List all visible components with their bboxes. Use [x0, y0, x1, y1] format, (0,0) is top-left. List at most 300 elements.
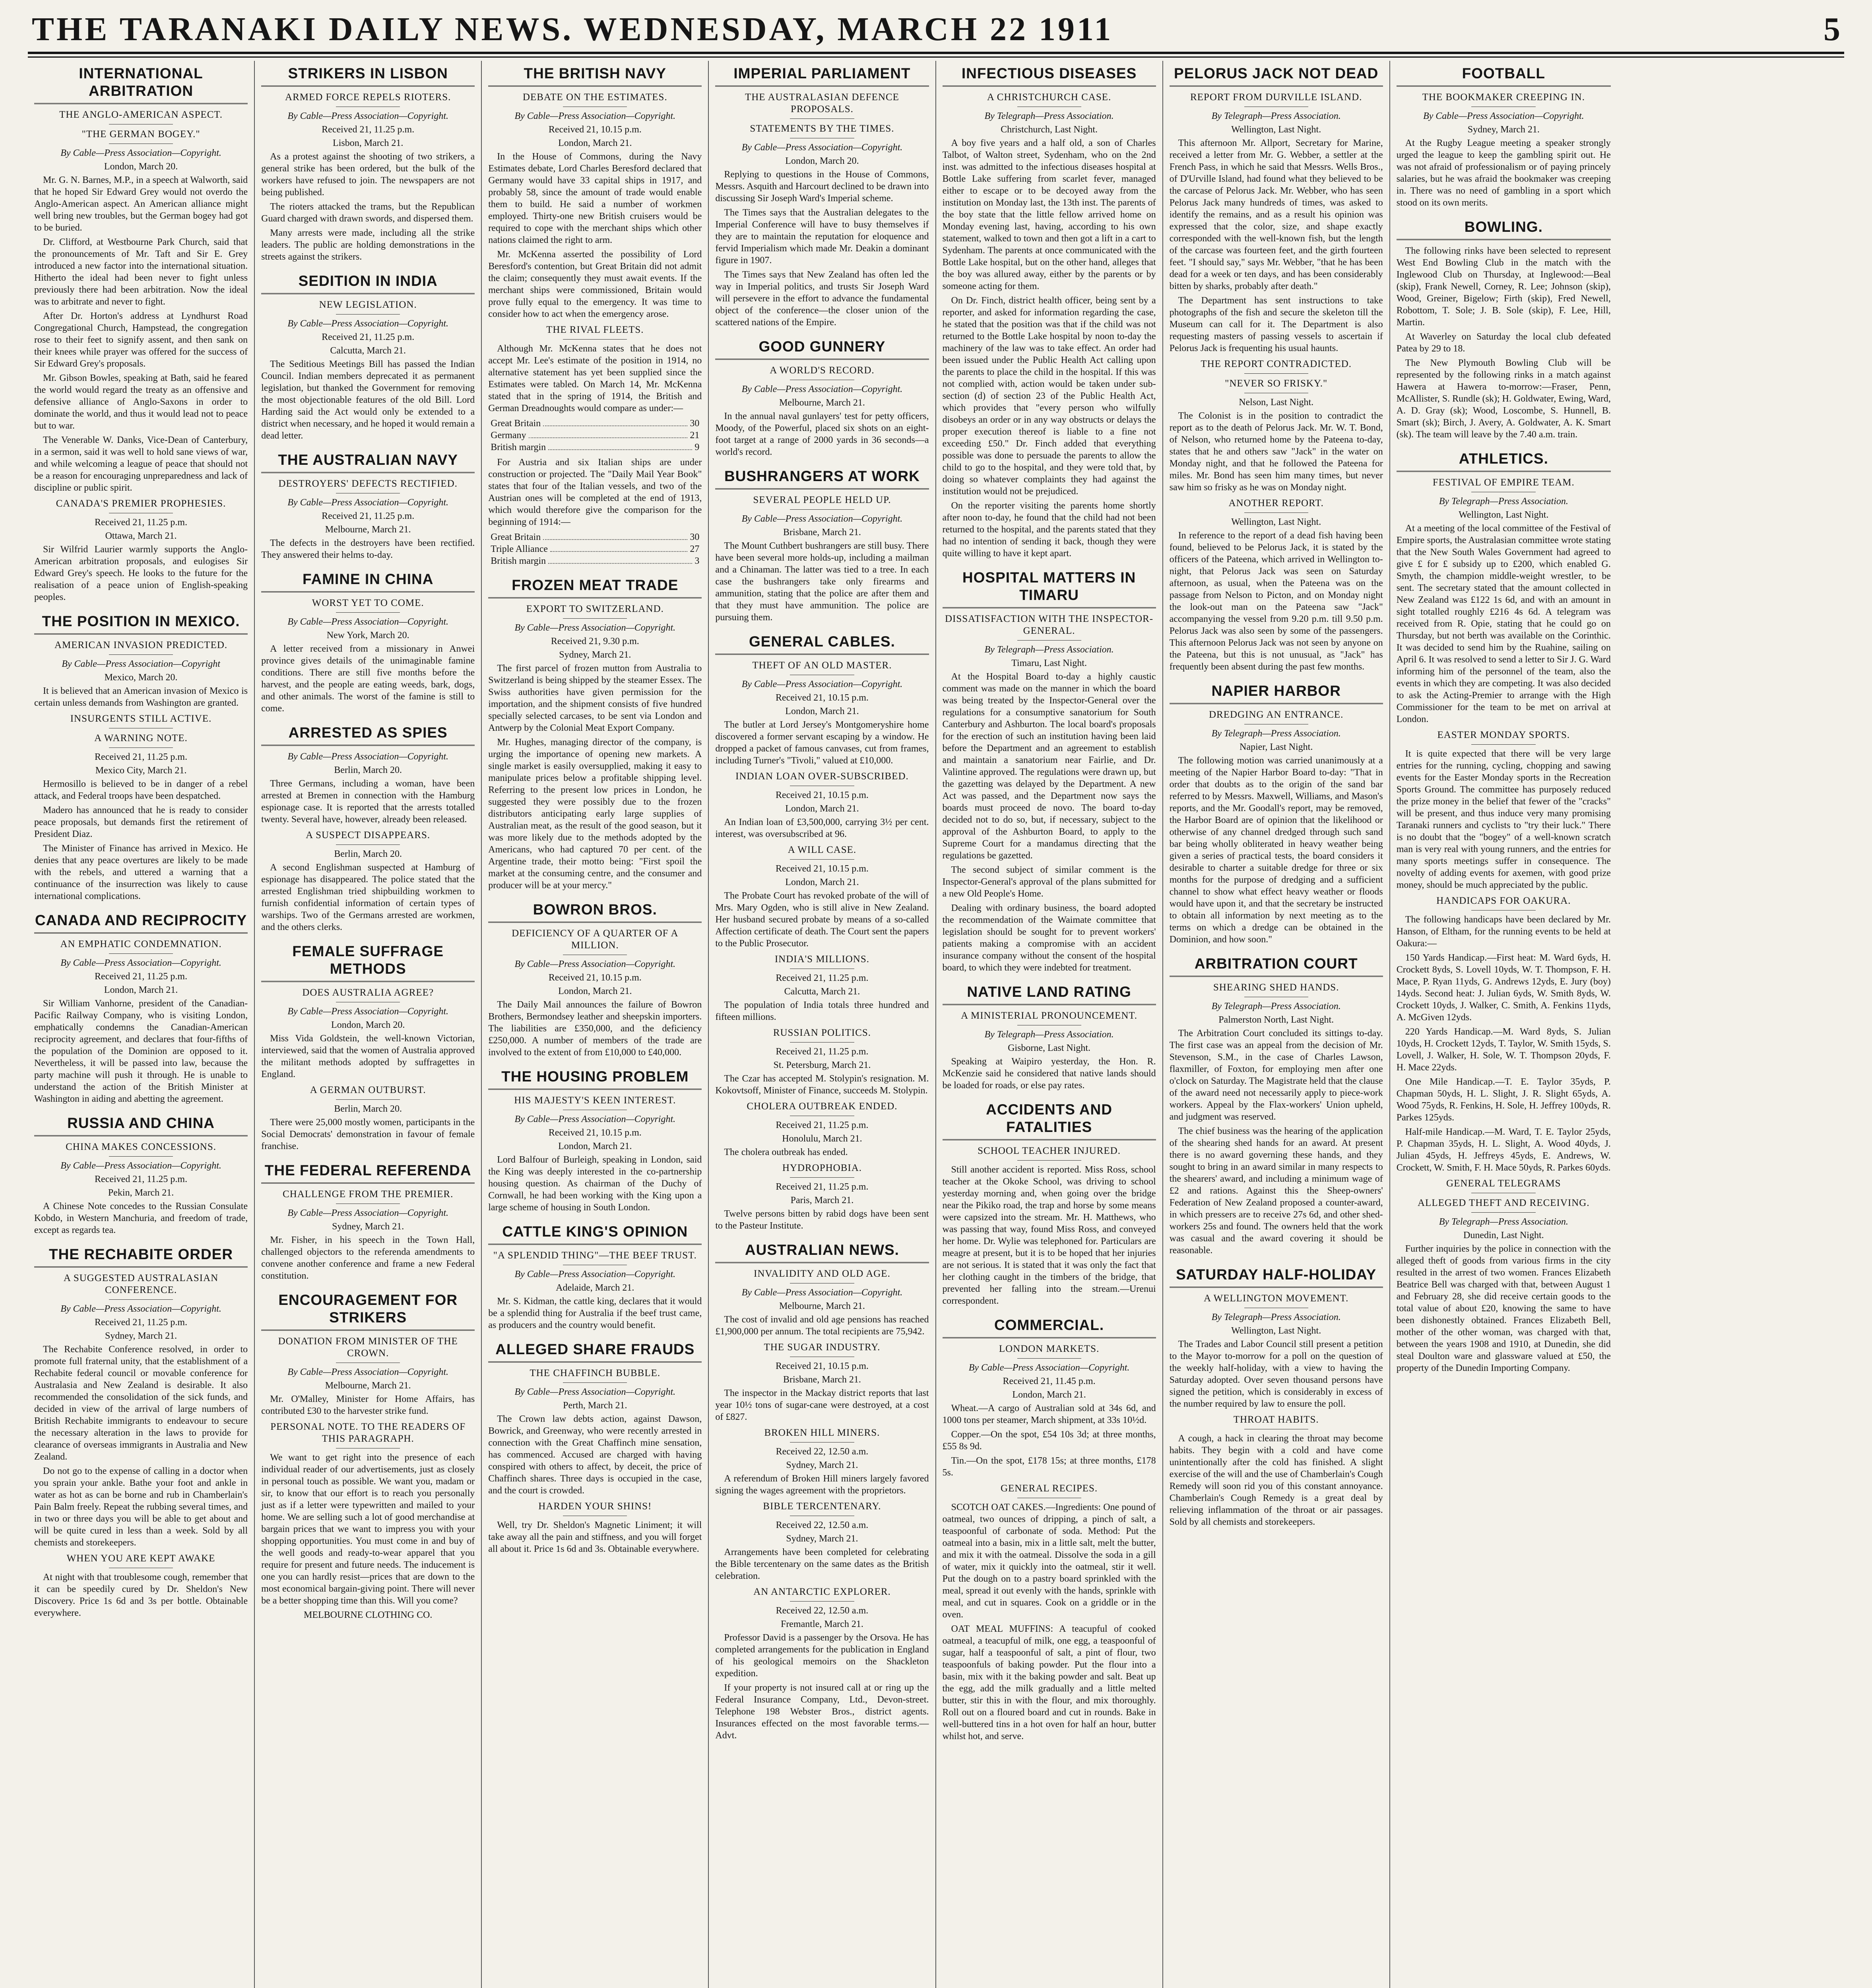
article-dateline: Pekin, March 21.	[108, 1188, 174, 1198]
article-byline: By Cable—Press Association—Copyright.	[287, 318, 449, 329]
article-subheading: CHOLERA OUTBREAK ENDED.	[715, 1101, 929, 1116]
article-subheading: THEFT OF AN OLD MASTER.	[715, 660, 929, 675]
article-paragraph: Speaking at Waipiro yesterday, the Hon. R. McKenzie said he considered that native lands should be loaded for roads, or else pay rates.	[942, 1056, 1156, 1091]
article-paragraph: The Trades and Labor Council still present a petition to the Mayor to-morrow for a poll on the question of the weekly half-holiday, with a view to having the Saturday adopted. Over seven thousand persons have signed the petition, which is considerably in excess of the number required by law to ensure the poll.	[1169, 1339, 1383, 1409]
article-subheading: NEW LEGISLATION.	[261, 299, 475, 315]
article-paragraph: The New Plymouth Bowling Club will be represented by the following rinks in a match against Hawera at Hawera to-morrow:—Fraser, Penn, McAllister, S. Rundle (sk); H. Goldwater, Ewing, Ward, A. D. Gray (sk); Wood, Loscombe, S. Hunnell, B. Smart (sk); Birch, J. Avery, A. Goldwater, A. K. Smart (sk). The team will leave by the 7.40 a.m. train.	[1396, 358, 1611, 440]
leader-dots	[529, 429, 688, 438]
article-paragraph: If your property is not insured call at or ring up the Federal Insurance Company, Ltd., Devon-street. Telephone 198 Webster Bros., district agents. Insurances effected on the most favorable terms.—Advt.	[715, 1683, 929, 1741]
article-paragraph: Half-mile Handicap.—M. Ward, T. E. Taylor 25yds, P. Chapman 35yds, H. L. Slight, A. Wood 40yds, J. Julian 45yds, H. Jeffreys 45yds, E. Andrews, W. Crockett, W. Smith, F. H. Mace 50yds, R. Parkes 60yds.	[1396, 1127, 1611, 1173]
article-paragraph: The Probate Court has revoked probate of the will of Mrs. Mary Ogden, who is still alive in New Zealand. Her husband secured probate by means of a so-called Affection certificate of death. The Court sent the papers to the Public Prosecutor.	[715, 891, 929, 949]
article-paragraph: In the annual naval gunlayers' test for petty officers, Moody, of the Powerful, placed six shots on an eight-foot target at a range of 2000 yards in 36 seconds—a world's record.	[715, 411, 929, 457]
article-headline: GOOD GUNNERY	[715, 336, 929, 360]
article-subheading: ARMED FORCE REPELS RIOTERS.	[261, 91, 475, 107]
article-headline: RUSSIA AND CHINA	[34, 1112, 248, 1136]
article-subheading: DOES AUSTRALIA AGREE?	[261, 987, 475, 1002]
article-headline: NATIVE LAND RATING	[943, 981, 1156, 1005]
article-dateline: Gisborne, Last Night.	[1008, 1043, 1091, 1053]
article-headline: INFECTIOUS DISEASES	[943, 62, 1156, 87]
table-value: 30	[690, 532, 700, 542]
article-subheading: A CHRISTCHURCH CASE.	[943, 91, 1156, 107]
news-column	[1390, 61, 1617, 1988]
article-paragraph: The defects in the destroyers have been rectified. They answered their helms to-day.	[261, 538, 475, 560]
article-paragraph: In the House of Commons, during the Navy Estimates debate, Lord Charles Beresford declared that Germany would have 33 capital ships in 1917, and probably 58, since the amount of trade would enable them to build. He said a number of workmen employed. Thirty-one new British cruisers would be required to cope with the merchant ships which other nations claimed the right to arm.	[488, 151, 702, 245]
article-dateline: London, March 21.	[558, 1141, 632, 1151]
article-headline: GENERAL CABLES.	[715, 631, 929, 655]
article-paragraph: The Times says that New Zealand has often led the way in Imperial politics, and trusts Sir Joseph Ward will persevere in the effort to advance the fundamental object of the conference—the closer union of the scattered nations of the Empire.	[715, 270, 929, 328]
article-paragraph: The Venerable W. Danks, Vice-Dean of Canterbury, in a sermon, said it was well to hold sane views of war, and while welcoming a league of peace that should not be a reason for encouraging unpreparedness and lack of discipline or public spirit.	[34, 435, 248, 493]
article-dateline: Brisbane, March 21.	[783, 1375, 861, 1385]
article-dateline: Received 21, 11.25 p.m.	[322, 332, 415, 342]
article-dateline: Received 21, 11.25 p.m.	[776, 973, 869, 983]
article-dateline: Mexico City, March 21.	[95, 765, 187, 776]
article-subheading: AN EMPHATIC CONDEMNATION.	[34, 938, 248, 954]
article-subheading: THE ANGLO-AMERICAN ASPECT.	[34, 109, 248, 124]
article-subheading: HIS MAJESTY'S KEEN INTEREST.	[488, 1095, 702, 1110]
figures-table	[491, 531, 699, 567]
article-dateline: London, March 21.	[785, 706, 859, 716]
article-paragraph: Replying to questions in the House of Commons, Messrs. Asquith and Harcourt declined to be drawn into discussing Sir Joseph Ward's Imperial scheme.	[715, 169, 929, 204]
article-headline: THE FEDERAL REFERENDA	[261, 1159, 475, 1184]
article-dateline: London, March 21.	[785, 804, 859, 814]
article-paragraph: At night with that troublesome cough, remember that it can be speedily cured by Dr. Sheldon's New Discovery. Price 1s 6d and 3s per bottle. Obtainable everywhere.	[34, 1572, 248, 1618]
article-paragraph: The cost of invalid and old age pensions has reached £1,900,000 per annum. The total recipients are 75,942.	[715, 1314, 929, 1337]
article-dateline: London, March 21.	[1012, 1390, 1086, 1400]
article-paragraph: The Rechabite Conference resolved, in order to promote full fraternal unity, that the establishment of a Rechabite federal council or movable conference for Australasia and New Zealand is desirable. It also recommended the consolidation of the sick funds, and decided in view of the arrival of large numbers of British Rechabite immigrants to endeavour to secure the necessary alteration in the laws to provide for clearance of overseas immigrants in Australia and New Zealand.	[34, 1344, 248, 1462]
masthead-rule	[28, 56, 1844, 58]
article-headline: ACCIDENTS AND FATALITIES	[943, 1099, 1156, 1140]
article-byline: By Cable—Press Association—Copyright.	[287, 751, 449, 762]
article-byline: By Cable—Press Association—Copyright.	[514, 1269, 676, 1279]
article-subheading: "NEVER SO FRISKY."	[1170, 378, 1383, 393]
news-column	[255, 61, 482, 1988]
article-dateline: Christchurch, Last Night.	[1001, 124, 1098, 135]
article-paragraph: The rioters attacked the trams, but the Republican Guard charged with drawn swords, and dispersed them.	[261, 202, 475, 224]
article-dateline: Received 21, 10.15 p.m.	[548, 1128, 642, 1138]
article-paragraph: Mr. Gibson Bowles, speaking at Bath, said he feared the world would regard the treaty as an offensive and defensive alliance of Anglo-Saxons in order to dominate the world, and thus it would lead not to peace but to war.	[34, 373, 248, 431]
article-byline: By Telegraph—Press Association.	[984, 1029, 1114, 1040]
article-subheading: HARDEN YOUR SHINS!	[488, 1501, 702, 1516]
article-subheading: SCHOOL TEACHER INJURED.	[943, 1145, 1156, 1161]
article-paragraph: 150 Yards Handicap.—First heat: M. Ward 6yds, H. Crockett 8yds, S. Lovell 10yds, W. T. Thompson, F. H. Mace, P. Ryan 11yds, G. Andrews 12yds, E. Jury (boy) 14yds. Second heat: J. Julian 6yds, W. Smith 8yds, W. Crockett 10yds, J. Walker, C. Smith, A. Fenkins 11yds, A. McGiven 12yds.	[1396, 953, 1611, 1023]
article-paragraph: A Chinese Note concedes to the Russian Consulate Kobdo, in Western Manchuria, and freedom of trade, except as regards tea.	[34, 1201, 248, 1235]
article-paragraph: Tin.—On the spot, £178 15s; at three months, £178 5s.	[942, 1456, 1156, 1478]
article-paragraph: The Times says that the Australian delegates to the Imperial Conference will have to busy themselves if they are to maintain the reputation for eloquence and fervid Imperialism which made Mr. Deakin a dominant figure in 1907.	[715, 208, 929, 266]
news-column	[28, 61, 255, 1988]
article-byline: By Telegraph—Press Association.	[1211, 111, 1341, 121]
table-label: Great Britain	[491, 418, 541, 429]
article-subheading: AMERICAN INVASION PREDICTED.	[34, 639, 248, 655]
article-paragraph: OAT MEAL MUFFINS: A teacupful of cooked oatmeal, a teacupful of milk, one egg, a teaspoonful of sugar, half a teaspoonful of salt, a pint of flour, two teaspoonfuls of baking powder. Put the flour into a basin, mix with it the baking powder and salt. Beat up the egg, add the milk gradually and a little melted butter, stir this in with the flour, and mix thoroughly. Roll out on a floured board and cut in rounds. Bake in well-buttered tins in a hot oven for half an hour, butter whilst hot, and serve.	[942, 1624, 1156, 1741]
article-paragraph: Madero has announced that he is ready to consider peace proposals, but demands first the retirement of President Diaz.	[34, 805, 248, 839]
article-headline: COMMERCIAL.	[943, 1314, 1156, 1338]
article-subheading: A WORLD'S RECORD.	[715, 365, 929, 380]
article-paragraph: The second subject of similar comment is the Inspector-General's approval of the plans submitted for a new Old People's Home.	[942, 865, 1156, 899]
article-dateline: St. Petersburg, March 21.	[773, 1060, 871, 1070]
article-dateline: Berlin, March 20.	[334, 849, 402, 859]
article-paragraph: A referendum of Broken Hill miners largely favored signing the wages agreement with the proprietors.	[715, 1474, 929, 1496]
article-headline: IMPERIAL PARLIAMENT	[715, 62, 929, 87]
article-paragraph: The Czar has accepted M. Stolypin's resignation. M. Kokovtsoff, Minister of Finance, succeeds M. Stolypin.	[715, 1074, 929, 1096]
news-column	[936, 61, 1163, 1988]
article-headline: SATURDAY HALF-HOLIDAY	[1170, 1264, 1383, 1288]
article-subheading: STATEMENTS BY THE TIMES.	[715, 123, 929, 138]
article-paragraph: Do not go to the expense of calling in a doctor when you sprain your ankle. Bathe your foot and ankle in water as hot as can be borne and rub in Chamberlain's Pain Balm freely. Repeat the rubbing several times, and in two or three days you will be able to get about and will be quite cured in less than a week. Sold by all chemists and storekeepers.	[34, 1466, 248, 1548]
article-paragraph: It is quite expected that there will be very large entries for the running, cycling, chopping and sawing events for the Easter Monday sports in the Recreation Sports Ground. The committee has purposely reduced the prize money in the belief that fewer of the "cracks" will be present, and thus induce very many promising Taranaki runners and cyclists to "try their luck." There is no doubt that the "bogey" of a well-known scratch man is very real with young runners, and the entries for many sports meetings suffer in consequence. The novelty of adding events for axemen, with good prize money, should be much appreciated by the public.	[1396, 749, 1611, 890]
article-headline: BOWRON BROS.	[488, 899, 702, 923]
article-subheading: LONDON MARKETS.	[943, 1343, 1156, 1359]
article-subheading: RUSSIAN POLITICS.	[715, 1027, 929, 1043]
article-paragraph: A letter received from a missionary in Anwei province gives details of the unimaginable famine conditions. There are still five months before the harvest, and the people are eating weeds, bark, dogs, and other animals. The worst of the famine is still to come.	[261, 644, 475, 714]
article-paragraph: Professor David is a passenger by the Orsova. He has completed arrangements for the publication in England of his geological memoirs on the Shackleton expedition.	[715, 1633, 929, 1679]
article-paragraph: The chief business was the hearing of the application of the shearing shed hands for an award. At present there is no award governing these hands, and they sought to bring in an award similar in many respects to the shearers' award, and including a minimum wage of £2 and rations. Against this the Sheep-owners' Federation of New Zealand proposed a counter-award, in which pressers are to receive 27s 6d, and other shed-workers 25s and found. The owners held that the work was casual and the award covering it should be reasonable.	[1169, 1126, 1383, 1256]
news-column	[482, 61, 709, 1988]
article-subheading: BROKEN HILL MINERS.	[715, 1427, 929, 1442]
article-subheading: A WILL CASE.	[715, 844, 929, 860]
article-subheading: DEFICIENCY OF A QUARTER OF A MILLION.	[488, 928, 702, 955]
article-subheading: ANOTHER REPORT.	[1170, 497, 1383, 513]
article-dateline: Ottawa, March 21.	[105, 531, 177, 541]
article-paragraph: It is believed that an American invasion of Mexico is certain unless demands from Washington are granted.	[34, 686, 248, 708]
article-headline: THE POSITION IN MEXICO.	[34, 610, 248, 635]
table-label: Germany	[491, 430, 526, 441]
article-subheading: THROAT HABITS.	[1170, 1414, 1383, 1429]
article-dateline: Wellington, Last Night.	[1231, 1326, 1321, 1336]
leader-dots	[548, 441, 692, 450]
article-subheading: A GERMAN OUTBURST.	[261, 1084, 475, 1100]
article-subheading: HYDROPHOBIA.	[715, 1162, 929, 1178]
article-dateline: London, March 21.	[558, 986, 632, 996]
article-byline: By Cable—Press Association—Copyright	[62, 659, 220, 669]
article-dateline: Received 21, 11.25 p.m.	[322, 511, 415, 521]
article-subheading: FESTIVAL OF EMPIRE TEAM.	[1397, 477, 1611, 492]
article-subheading: SHEARING SHED HANDS.	[1170, 982, 1383, 997]
article-paragraph: Although Mr. McKenna states that he does not accept Mr. Lee's estimate of the position in 1914, no alternative statement has yet been supplied since the Estimates were tabled. On March 14, Mr. McKenna stated that in the spring of 1914, the British and German Dreadnoughts would compare as under:—	[488, 344, 702, 414]
article-paragraph: Wheat.—A cargo of Australian sold at 34s 6d, and 1000 tons per steamer, March shipment, at 33s 10½d.	[942, 1403, 1156, 1425]
article-subheading: A WELLINGTON MOVEMENT.	[1170, 1293, 1383, 1308]
table-row	[491, 417, 699, 429]
leader-dots	[543, 417, 687, 426]
table-value: 21	[690, 430, 700, 441]
article-paragraph: Well, try Dr. Sheldon's Magnetic Liniment; it will take away all the pain and stiffness, and you will forget all about it. Price 1s 6d and 3s. Obtainable everywhere.	[488, 1520, 702, 1554]
article-paragraph: Mr. S. Kidman, the cattle king, declares that it would be a splendid thing for Australia if the beef trust came, as producers and the country would benefit.	[488, 1296, 702, 1330]
article-paragraph: This afternoon Mr. Allport, Secretary for Marine, received a letter from Mr. G. Webber, a settler at the French Pass, in which he said that Messrs. Wells Bros., of D'Urville Island, had found what they believed to be the carcase of Pelorus Jack. Mr. Webber, who has seen Pelorus Jack many hundreds of times, was asked to identify the remains, and as a result his opinion was expressed that the color, size, and shape exactly corresponded with the well-known fish, but the length of the carcase was fourteen feet, and the girth fourteen feet. "I should say," says Mr. Webber, "that he has been dead for a week or ten days, and has been considerably bitten by sharks, probably after death."	[1169, 138, 1383, 291]
news-column	[1163, 61, 1390, 1988]
article-dateline: Brisbane, March 21.	[783, 527, 861, 538]
article-paragraph: The Seditious Meetings Bill has passed the Indian Council. Indian members deprecated it as permanent legislation, but thanked the Government for removing the most objectionable features of the old Bill. Lord Harding said the Act would only be extended to a district when necessary, and he hoped it would remain a dead letter.	[261, 359, 475, 441]
leader-dots	[548, 555, 692, 564]
article-dateline: Received 22, 12.50 a.m.	[776, 1606, 869, 1616]
article-subheading: INDIA'S MILLIONS.	[715, 953, 929, 969]
article-paragraph: The cholera outbreak has ended.	[724, 1147, 848, 1157]
article-headline: CANADA AND RECIPROCITY	[34, 909, 248, 934]
table-value: 30	[690, 418, 700, 429]
article-paragraph: Twelve persons bitten by rabid dogs have been sent to the Pasteur Institute.	[715, 1209, 929, 1231]
article-subheading: A MINISTERIAL PRONOUNCEMENT.	[943, 1010, 1156, 1025]
article-dateline: Received 21, 11.25 p.m.	[776, 1046, 869, 1057]
article-dateline: New York, March 20.	[326, 630, 409, 641]
article-byline: By Cable—Press Association—Copyright.	[514, 959, 676, 969]
article-subheading: A SUSPECT DISAPPEARS.	[261, 829, 475, 845]
article-byline: By Cable—Press Association—Copyright.	[60, 958, 221, 968]
article-dateline: London, March 20.	[331, 1020, 405, 1030]
article-byline: By Cable—Press Association—Copyright.	[514, 1387, 676, 1397]
article-paragraph: At a meeting of the local committee of the Festival of Empire sports, the Australasian committee wrote stating that the New South Wales Government had agreed to give £ for £ subsidy up to £200, which enabled G. Smyth, the champion middle-weight wrestler, to be sent. The secretary stated that the amount collected in New Zealand was £122 1s 6d, and with an amount in sight totalled roughly £216 4s 6d. A telegram was received from R. Opie, stating that he could go on Thursday, but not berth was available on the Corinthic. It was decided to send him by the Ruahine, sailing on April 6. It was resolved to send a letter to Sir J. G. Ward informing him of the personnel of the team, also the events in which they are competing. It was also decided to ask the Acting-Premier to arrange with the High Commissioner for the team to be met on arrival at London.	[1396, 523, 1611, 724]
article-dateline: Received 21, 11.25 p.m.	[95, 517, 188, 528]
article-paragraph: The following handicaps have been declared by Mr. Hanson, of Eltham, for the running events to be held at Oakura:—	[1396, 914, 1611, 949]
article-paragraph: The Colonist is in the position to contradict the report as to the death of Pelorus Jack. Mr. W. T. Bond, of Nelson, who returned home by the Pateena to-day, states that he and others saw "Jack" in the water on Monday night, and that he followed the Pateena for miles. Mr. Bond has seen him many times, but never saw him so frisky as he was on Monday night.	[1169, 411, 1383, 493]
article-paragraph: Mr. McKenna asserted the possibility of Lord Beresford's contention, but Great Britain did not admit the claim; consequently they must await events. If the merchant ships were commissioned, Britain would prove fully equal to the emergency. It was time to consider how to act when the emergency arose.	[488, 249, 702, 319]
article-paragraph: Further inquiries by the police in connection with the alleged theft of goods from various firms in the city resulted in the arrest of two women. Frances Elizabeth Beatrice Bell was charged with that, between August 1 and February 28, she did receive certain goods to the total value of about £20, knowing the same to have been dishonestly obtained. Frances Elizabeth Bell, mother of the other woman, was charged with that, between the years 1908 and 1910, at Dunedin, she did steal Doulton ware and glassware valued at £50, the property of the Dunedin Importing Company.	[1396, 1244, 1611, 1373]
article-headline: FROZEN MEAT TRADE	[488, 574, 702, 598]
article-headline: INTERNATIONAL ARBITRATION	[34, 62, 248, 104]
article-paragraph: Dr. Clifford, at Westbourne Park Church, said that the pronouncements of Mr. Taft and Sir E. Grey introduced a new factor into the international situation. Hitherto the ideal had been never to fight unless previously there had been arbitration. Now the ideal was to arbitrate and never to fight.	[34, 237, 248, 307]
table-label: British margin	[491, 442, 546, 452]
article-subheading: CHALLENGE FROM THE PREMIER.	[261, 1188, 475, 1204]
article-dateline: Received 21, 10.15 p.m.	[775, 1361, 869, 1371]
article-paragraph: Sir William Vanhorne, president of the Canadian-Pacific Railway Company, who is visiting London, emphatically condemns the Canadian-American reciprocity agreement, and declares that four-fifths of the population of the Dominion are opposed to it. Nevertheless, it will be passed into law, because the party machine will push it through. He is unable to understand the action of the British Minister at Washington in aiding and abetting the agreement.	[34, 998, 248, 1104]
article-headline: PELORUS JACK NOT DEAD	[1170, 62, 1383, 87]
article-paragraph: The Mount Cuthbert bushrangers are still busy. There have been several more holds-up, including a mailman and a Chinaman. The latter was tied to a tree. In each case the bushrangers take only firearms and ammunition, stating that the police are after them and that they must have ammunition. The police are pursuing them.	[715, 541, 929, 623]
article-subheading: GENERAL RECIPES.	[943, 1483, 1156, 1498]
article-dateline: Received 21, 11.25 p.m.	[95, 1317, 188, 1328]
article-paragraph: Mr. Hughes, managing director of the company, is urging the importance of opening new markets. A single market is easily oversupplied, making it easy to manipulate prices below a profitable shipping level. Referring to the present low prices in London, he suggested they were possibly due to the frozen distributors anticipating early large supplies of Australian meat, as the result of the good season, but it was more likely due to the methods adopted by the Americans, who had captured 70 per cent. of the Argentine trade, their motto being: "First spoil the market at the consuming centre, and the consumer and producer will be at your mercy."	[488, 737, 702, 891]
article-dateline: Palmerston North, Last Night.	[1218, 1015, 1334, 1025]
article-dateline: Sydney, March 21.	[786, 1460, 858, 1470]
article-dateline: Received 21, 11.25 p.m.	[95, 971, 188, 982]
article-headline: STRIKERS IN LISBON	[261, 62, 475, 87]
article-dateline: London, March 20.	[104, 161, 178, 172]
article-dateline: Honolulu, March 21.	[782, 1134, 862, 1144]
article-dateline: Sydney, March 21.	[332, 1221, 404, 1232]
page-number: 5	[1824, 11, 1840, 48]
article-byline: By Cable—Press Association—Copyright.	[514, 111, 676, 121]
article-dateline: Received 22, 12.50 a.m.	[776, 1520, 869, 1530]
article-subheading: THE SUGAR INDUSTRY.	[715, 1342, 929, 1357]
article-byline: By Cable—Press Association—Copyright.	[968, 1363, 1130, 1373]
article-subheading: SEVERAL PEOPLE HELD UP.	[715, 494, 929, 510]
article-subheading: AN ANTARCTIC EXPLORER.	[715, 1586, 929, 1602]
article-byline: By Cable—Press Association—Copyright.	[741, 514, 903, 524]
article-subheading: DEBATE ON THE ESTIMATES.	[488, 91, 702, 107]
article-paragraph: Three Germans, including a woman, have been arrested at Bremen in connection with the Hamburg espionage case. It is reported that the arrests totalled twenty. Several have, however, already been released.	[261, 779, 475, 825]
article-paragraph: The Daily Mail announces the failure of Bowron Brothers, Bermondsey leather and sheepskin importers. The liabilities are £350,000, and the deficiency £250,000. A number of members of the trade are involved to the extent of from £10,000 to £40,000.	[488, 1000, 702, 1058]
article-dateline: Wellington, Last Night.	[1231, 517, 1321, 527]
table-label: Great Britain	[491, 532, 541, 542]
article-subheading: EASTER MONDAY SPORTS.	[1397, 729, 1611, 745]
article-dateline: Calcutta, March 21.	[784, 986, 860, 997]
article-byline: By Telegraph—Press Association.	[984, 111, 1114, 121]
article-headline: NAPIER HARBOR	[1170, 680, 1383, 704]
article-dateline: Berlin, March 20.	[334, 1104, 402, 1114]
article-paragraph: One Mile Handicap.—T. E. Taylor 35yds, P. Chapman 50yds, H. L. Slight, J. R. Slight 65yds, A. Wood 75yds, R. Fenkins, H. Sole, H. Jeffrey 100yds, R. Parkes 125yds.	[1396, 1077, 1611, 1123]
article-headline: FEMALE SUFFRAGE METHODS	[261, 940, 475, 982]
article-byline: By Cable—Press Association—Copyright.	[741, 1287, 903, 1298]
article-paragraph: A boy five years and a half old, a son of Charles Talbot, of Walton street, Sydenham, who on the 2nd inst. was admitted to the infectious diseases hospital at Bottle Lake suffering from scarlet fever, managed either to escape or to be decoyed away from the institution on Monday last, the 13th inst. The parents of the boy state that the little fellow arrived home on Monday evening last, having, according to his own statement, walked to town and then got a lift in a cart to Sydenham. The parents at once communicated with the Bottle Lake hospital, but on the other hand, alleges that the boy was allured away, either by the parents or by someone acting for them.	[942, 138, 1156, 291]
article-headline: THE BRITISH NAVY	[488, 62, 702, 87]
article-headline: THE RECHABITE ORDER	[34, 1243, 248, 1268]
article-subheading: EXPORT TO SWITZERLAND.	[488, 603, 702, 619]
article-dateline: Sydney, March 21.	[1467, 124, 1540, 135]
figures-table	[491, 417, 699, 453]
article-paragraph: The following rinks have been selected to represent West End Bowling Club in the match with the Inglewood Club on Thursday, at Inglewood:—Beal (skip), Frank Newell, Corney, R. Lee; Johnson (skip), Wood, Greiner, Bigelow; Firth (skip), Fred Newell, Robottom, T. Sole; J. B. Sole (skip), F. Lee, Hill, Martin.	[1396, 246, 1611, 328]
article-dateline: Received 21, 11.25 p.m.	[776, 1120, 869, 1130]
article-dateline: Timaru, Last Night.	[1011, 658, 1087, 668]
article-paragraph: The following motion was carried unanimously at a meeting of the Napier Harbor Board to-day: "That in order that doubts as to the origin of the sand bar referred to by Messrs. Maxwell, Williams, and Mason's reports, and the Mr. Goodall's report, may be removed, the Harbor Board are of opinion that the likelihood or otherwise of any channel dredged through such sand bar being wholly obliterated in heavy weather being given a series of practical tests, the board considers it desirable to charter a suitable dredge for three or six months for the purpose of dredging and a sufficient channel to show what effect heavy weather or floods would have upon it, and that the secretary be instructed to obtain all information by next meeting as to the terms on which a dredge can be obtained in the Dominion, and how soon."	[1169, 755, 1383, 945]
table-row	[491, 531, 699, 543]
article-paragraph: Miss Vida Goldstein, the well-known Victorian, interviewed, said that the women of Australia approved the militant methods adopted by suffragettes in England.	[261, 1033, 475, 1079]
newspaper-title: THE TARANAKI DAILY NEWS. WEDNESDAY, MARCH 22 1911	[32, 11, 1114, 48]
article-dateline: Received 21, 10.15 p.m.	[548, 124, 642, 135]
article-dateline: Received 21, 9.30 p.m.	[551, 636, 639, 646]
article-headline: THE AUSTRALIAN NAVY	[261, 449, 475, 473]
article-byline: By Telegraph—Press Association.	[1439, 496, 1568, 507]
article-paragraph: After Dr. Horton's address at Lyndhurst Road Congregational Church, Hampstead, the congregation rose to their feet to signify assent, and then sank on their knees while prayer was offered for the success of Sir Edward Grey's proposals.	[34, 311, 248, 369]
article-paragraph: 220 Yards Handicap.—M. Ward 8yds, S. Julian 10yds, H. Crockett 12yds, T. Taylor, W. Smith 15yds, S. Lovell, J. Walker, H. Sole, W. T. Thompson 20yds, F. H. Mace 22yds.	[1396, 1027, 1611, 1073]
article-byline: By Cable—Press Association—Copyright.	[741, 679, 903, 689]
article-paragraph: On the reporter visiting the parents home shortly after noon to-day, he found that the child had not been returned to the hospital, and the parents stated that they had no intention of sending it back, though they were quite willing to have it kept apart.	[942, 501, 1156, 559]
article-subheading: INVALIDITY AND OLD AGE.	[715, 1268, 929, 1283]
article-subheading: PERSONAL NOTE. TO THE READERS OF THIS PARAGRAPH.	[261, 1421, 475, 1448]
article-paragraph: Mr. G. N. Barnes, M.P., in a speech at Walworth, said that he hoped Sir Edward Grey would not overdo the Anglo-American aspect. An American alliance might well bring new troubles, but the German bogey had got to be buried.	[34, 175, 248, 233]
article-dateline: Paris, March 21.	[790, 1195, 854, 1206]
article-dateline: Lisbon, March 21.	[333, 138, 403, 148]
article-dateline: London, March 20.	[785, 156, 859, 166]
article-dateline: Sydney, March 21.	[559, 650, 631, 660]
leader-dots	[550, 543, 687, 552]
article-dateline: Napier, Last Night.	[1240, 742, 1313, 752]
article-subheading: THE RIVAL FLEETS.	[488, 324, 702, 340]
article-dateline: Mexico, March 20.	[104, 672, 178, 683]
article-paragraph: The inspector in the Mackay district reports that last year 10½ tons of sugar-cane were destroyed, at a cost of £827.	[715, 1388, 929, 1422]
article-headline: ARRESTED AS SPIES	[261, 722, 475, 746]
article-subheading: DREDGING AN ENTRANCE.	[1170, 709, 1383, 724]
article-dateline: Melbourne, March 21.	[325, 1380, 411, 1391]
article-dateline: Wellington, Last Night.	[1231, 124, 1321, 135]
table-value: 3	[694, 556, 700, 566]
article-dateline: MELBOURNE CLOTHING CO.	[304, 1610, 433, 1620]
article-paragraph: Many arrests were made, including all the strike leaders. The public are holding demonstrations in the streets against the strikers.	[261, 228, 475, 262]
article-paragraph: In reference to the report of a dead fish having been found, believed to be Pelorus Jack, it is stated by the officers of the Pateena, which arrived in Wellington to-night, that Pelorus Jack was seen on Saturday afternoon, as usual, when the Pateena was on the passage from Nelson to Picton, and on Monday night the look-out man on the Pateena saw "Jack" accompanying the vessel from 9.20 p.m. till 9.50 p.m. Pelorus Jack was also seen by some of the passengers. This afternoon Pelorus Jack was not seen by anyone on the Pateena, but this is not unusual, as "Jack" has frequently been absent during the past few months.	[1169, 530, 1383, 672]
article-paragraph: The Department has sent instructions to take photographs of the fish and secure the skeleton till the Museum can call for it. The Department is also requesting masters of passing vessels to ascertain if Pelorus Jack is frequenting his usual haunts.	[1169, 295, 1383, 353]
table-label: British margin	[491, 556, 546, 566]
article-dateline: Adelaide, March 21.	[556, 1283, 634, 1293]
article-dateline: Received 21, 10.15 p.m.	[775, 693, 869, 703]
article-paragraph: Dealing with ordinary business, the board adopted the recommendation of the Waimate committee that legislation should be sought for to prevent workers' patients making a compromise with an accident insurance company without the consent of the hospital board, to which they were indebted for treatment.	[942, 903, 1156, 973]
article-dateline: Received 21, 11.25 p.m.	[776, 1182, 869, 1192]
article-headline: ARBITRATION COURT	[1170, 953, 1383, 977]
article-paragraph: Copper.—On the spot, £54 10s 3d; at three months, £55 8s 9d.	[942, 1429, 1156, 1452]
article-paragraph: The Minister of Finance has arrived in Mexico. He denies that any peace overtures are likely to be made with the rebels, and uttered a warning that a continuance of the insurrection was likely to cause international complications.	[34, 843, 248, 901]
article-headline: BUSHRANGERS AT WORK	[715, 465, 929, 489]
article-paragraph: At Waverley on Saturday the local club defeated Patea by 29 to 18.	[1396, 332, 1611, 354]
article-dateline: Received 21, 10.15 p.m.	[548, 973, 642, 983]
article-byline: By Telegraph—Press Association.	[984, 645, 1114, 655]
article-byline: By Cable—Press Association—Copyright.	[287, 1208, 449, 1218]
article-headline: FAMINE IN CHINA	[261, 568, 475, 592]
article-paragraph: The Arbitration Court concluded its sittings to-day. The first case was an appeal from the decision of Mr. Stevenson, S.M., in the case of Charles Lawson, flaxmiller, of Foxton, for employing men after one o'clock on Saturday. The Magistrate held that the clause of the award need not necessarily apply to piece-work workers. Appeal by the Flax-workers' Union upheld, and judgment was reserved.	[1169, 1028, 1383, 1122]
news-columns	[28, 61, 1844, 1988]
article-paragraph: The population of India totals three hundred and fifteen millions.	[715, 1000, 929, 1022]
article-subheading: "THE GERMAN BOGEY."	[34, 128, 248, 144]
article-subheading: GENERAL TELEGRAMS	[1397, 1178, 1611, 1193]
article-headline: ATHLETICS.	[1397, 448, 1611, 472]
article-byline: By Cable—Press Association—Copyright.	[514, 623, 676, 633]
article-paragraph: Mr. O'Malley, Minister for Home Affairs, has contributed £30 to the harvester strike fund.	[261, 1394, 475, 1416]
article-paragraph: Lord Balfour of Burleigh, speaking in London, said the King was deeply interested in the co-partnership housing question. As chairman of the Duchy of Cornwall, he had been working with the King upon a large scheme of housing in South London.	[488, 1155, 702, 1213]
article-paragraph: The first parcel of frozen mutton from Australia to Switzerland is being shipped by the steamer Essex. The Swiss authorities have given permission for the importation, and the shipment consists of five hundred specially selected carcases, to be sent via London and Antwerp by the Colonial Meat Export Company.	[488, 663, 702, 733]
article-dateline: Received 21, 11.45 p.m.	[1003, 1376, 1096, 1386]
table-row	[491, 441, 699, 453]
article-dateline: Perth, March 21.	[563, 1400, 627, 1411]
article-paragraph: There were 25,000 mostly women, participants in the Social Democrats' demonstration in favour of female franchise.	[261, 1117, 475, 1151]
article-subheading: THE BOOKMAKER CREEPING IN.	[1397, 91, 1611, 107]
article-subheading: INSURGENTS STILL ACTIVE.	[34, 713, 248, 728]
article-subheading: BIBLE TERCENTENARY.	[715, 1501, 929, 1516]
news-column	[709, 61, 936, 1988]
article-byline: By Cable—Press Association—Copyright.	[287, 111, 449, 121]
article-headline: CATTLE KING'S OPINION	[488, 1221, 702, 1245]
article-subheading: INDIAN LOAN OVER-SUBSCRIBED.	[715, 771, 929, 786]
article-dateline: Received 21, 11.25 p.m.	[322, 124, 415, 135]
table-row	[491, 429, 699, 441]
article-byline: By Cable—Press Association—Copyright.	[741, 384, 903, 394]
article-paragraph: At the Rugby League meeting a speaker strongly urged the league to keep the gambling spirit out. He was not afraid of professionalism or of paying princely salaries, but he was afraid the bookmaker was creeping in. There was no need of gambling in a sport which stood on its own merits.	[1396, 138, 1611, 208]
article-paragraph: A second Englishman suspected at Hamburg of espionage has disappeared. The police stated that the arrested Englishman tried shipbuilding workmen to furnish confidential information of certain types of warships. Two of the Germans arrested are workmen, and the others clerks.	[261, 862, 475, 932]
masthead	[28, 12, 1844, 54]
article-headline: SEDITION IN INDIA	[261, 270, 475, 294]
article-dateline: London, March 21.	[104, 985, 178, 995]
article-paragraph: The butler at Lord Jersey's Montgomeryshire home discovered a former servant escaping by a window. He dropped a packet of famous canvases, cut from frames, including Turner's "Tivoli," valued at £10,000.	[715, 720, 929, 766]
article-paragraph: As a protest against the shooting of two strikers, a general strike has been ordered, but the bulk of the workers have refused to join. The newspapers are not being published.	[261, 151, 475, 198]
article-dateline: Melbourne, March 21.	[325, 524, 411, 535]
article-byline: By Cable—Press Association—Copyright.	[60, 1304, 221, 1314]
article-byline: By Cable—Press Association—Copyright.	[287, 1006, 449, 1017]
article-dateline: Sydney, March 21.	[105, 1331, 177, 1341]
article-dateline: Melbourne, March 21.	[779, 398, 865, 408]
table-value: 9	[694, 442, 700, 452]
article-paragraph: Hermosillo is believed to be in danger of a rebel attack, and Federal troops have been despatched.	[34, 779, 248, 801]
article-dateline: Melbourne, March 21.	[779, 1301, 865, 1311]
article-byline: By Cable—Press Association—Copyright.	[514, 1114, 676, 1124]
article-headline: ENCOURAGEMENT FOR STRIKERS	[261, 1289, 475, 1331]
article-subheading: REPORT FROM DURVILLE ISLAND.	[1170, 91, 1383, 107]
article-byline: By Telegraph—Press Association.	[1439, 1217, 1568, 1227]
article-dateline: Nelson, Last Night.	[1239, 397, 1314, 408]
table-value: 27	[690, 544, 700, 554]
article-subheading: CHINA MAKES CONCESSIONS.	[34, 1141, 248, 1157]
article-paragraph: An Indian loan of £3,500,000, carrying 3½ per cent. interest, was oversubscribed at 96.	[715, 817, 929, 839]
leader-dots	[543, 531, 687, 540]
article-dateline: Received 21, 11.25 p.m.	[95, 1174, 188, 1184]
table-row	[491, 555, 699, 567]
article-paragraph: At the Hospital Board to-day a highly caustic comment was made on the manner in which the board was being treated by the Inspector-General over the regulations for a consumptive sanatorium for South Canterbury and Ashburton. The local board's proposals for the erection of such an institution having been laid before the Department and an agreement to establish and maintain a sanatorium near Fairlie, and Dr. Valintine approved. The regulations were drawn up, but the gazetting was delayed by the Department. A new Act was passed, and the Department now says the boards must proceed de novo. The board to-day decided not to do so, but, if necessary, subject to the approval of the Ashburton Board, to apply to the Supreme Court for a mandamus directing that the regulations be gazetted.	[942, 672, 1156, 861]
article-byline: By Telegraph—Press Association.	[1211, 1312, 1341, 1322]
article-dateline: Received 21, 10.15 p.m.	[775, 864, 869, 874]
article-dateline: Berlin, March 20.	[334, 765, 402, 775]
table-label: Triple Alliance	[491, 544, 548, 554]
article-byline: By Cable—Press Association—Copyright.	[60, 1161, 221, 1171]
article-subheading: THE AUSTRALASIAN DEFENCE PROPOSALS.	[715, 91, 929, 119]
table-row	[491, 543, 699, 555]
article-headline: FOOTBALL	[1397, 62, 1611, 87]
article-paragraph: SCOTCH OAT CAKES.—Ingredients: One pound of oatmeal, two ounces of dripping, a pinch of salt, a teaspoonful of carbonate of soda. Method: Put the oatmeal into a basin, mix in a little salt, melt the butter, and mix it with the oatmeal. Dissolve the soda in a gill of water, mix it quickly into the oatmeal, stir it well. Put the dough on to a pastry board sprinkled with the meal, spread it out evenly with the hands, sprinkle with meal, and cut in squares. Cook on a griddle or in the oven.	[942, 1502, 1156, 1620]
article-paragraph: Still another accident is reported. Miss Ross, school teacher at the Okoke School, was driving to school yesterday morning and, when going over the bridge near the Pikiko road, the trap and horse by some means were capsized into the stream. Mr. H. Matthews, who was passing that way, found Miss Ross, and conveyed her home. Dr. Wylie was telephoned for. Particulars are meagre at present, but it is to be hoped that her injuries are not serious. It is stated that it was only the fact that her clothing caught in the timbers of the bridge, that prevented her falling into the stream.—Urenui correspondent.	[942, 1165, 1156, 1306]
article-subheading: ALLEGED THEFT AND RECEIVING.	[1397, 1197, 1611, 1213]
article-paragraph: On Dr. Finch, district health officer, being sent by a reporter, and asked for information regarding the case, he stated that the position was that if the child was not returned to the Bottle Lake hospital by noon to-day the machinery of the law was to take effect. An order had been issued under the Public Health Act calling upon the parents to place the child in the hospital. If this was not complied with, action would be taken under sub-section (d) of section 23 of the Public Health Act, which provides that "every person who wilfully disobeys an order or in any way obstructs or delays the proper execution thereof is liable to a fine not exceeding £50." Dr. Finch added that everything possible was done to persuade the parents to allow the child to go to the hospital, and they were told that, by doing so whatever complaints they had against the institution would not be prejudiced.	[942, 295, 1156, 497]
article-byline: By Cable—Press Association—Copyright.	[1423, 111, 1584, 121]
article-headline: THE HOUSING PROBLEM	[488, 1066, 702, 1090]
